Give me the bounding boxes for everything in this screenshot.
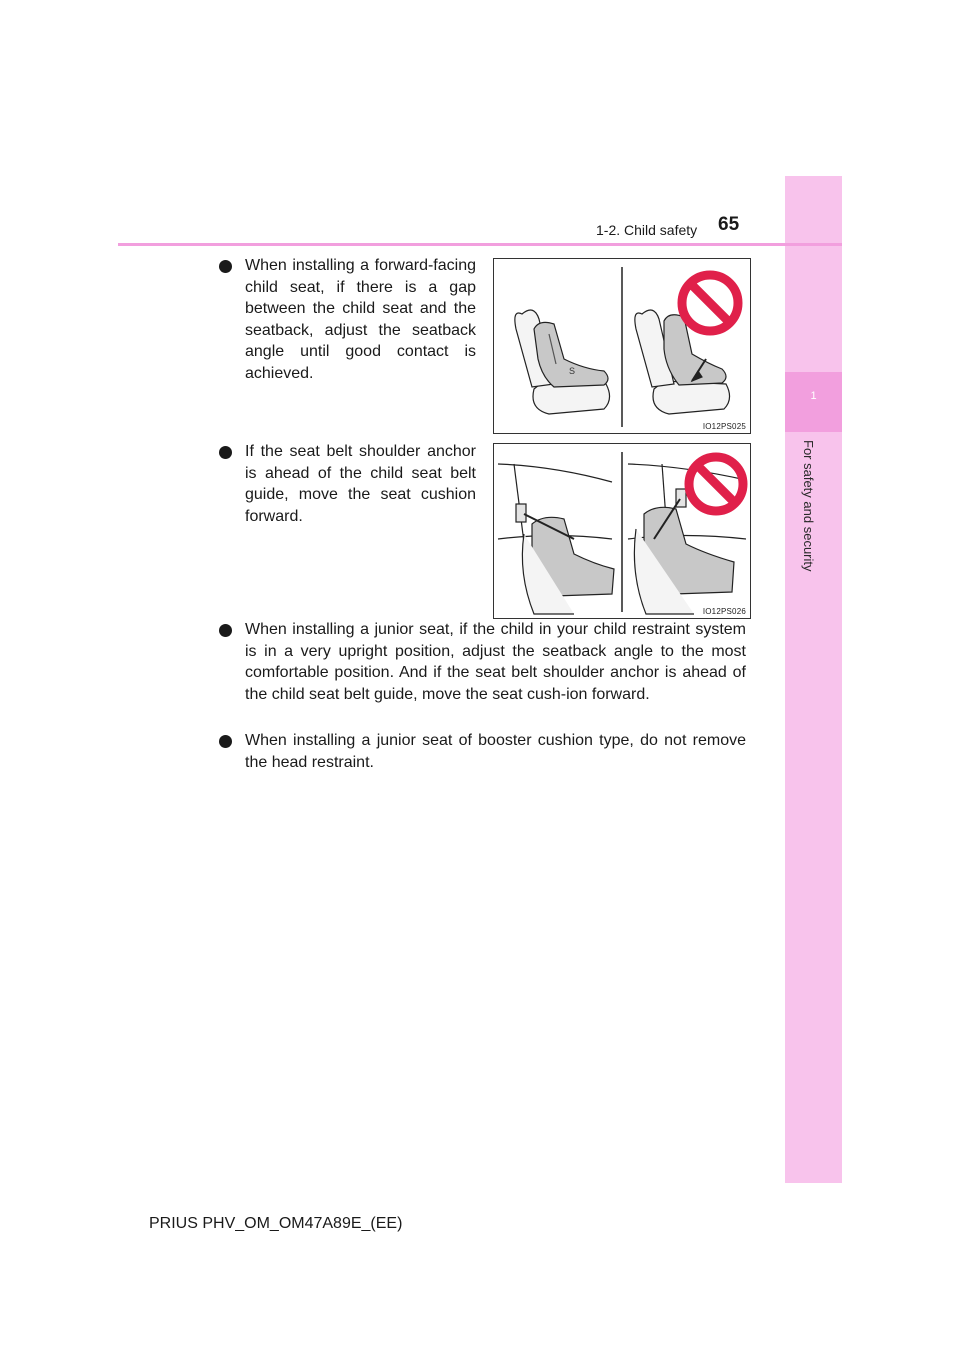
figure-code: IO12PS025: [702, 422, 746, 431]
figure-seatback-gap: [493, 258, 751, 434]
car-interior-illustration: [494, 444, 750, 618]
header-rule: [118, 243, 842, 246]
bullet-item: [219, 255, 476, 385]
chapter-number: 1: [810, 390, 817, 402]
chapter-title-container: [800, 440, 822, 600]
figure-shoulder-anchor: [493, 443, 751, 619]
bullet-item: [219, 441, 476, 527]
seat-illustration: [494, 259, 750, 433]
figure-code: IO12PS026: [702, 607, 746, 616]
bullet-text: If the seat belt shoulder anchor is ahead of the child seat belt guide, move the seat cushion forward.: [245, 443, 476, 525]
seat-cushion-right: [653, 381, 730, 414]
bullet-text: When installing a junior seat of booster cushion type, do not remove the head restraint.: [245, 732, 746, 771]
svg-text:S: S: [569, 366, 576, 376]
bullet-dot-icon: [219, 624, 232, 637]
section-title: 1-2. Child safety: [596, 222, 698, 238]
child-seat-left: [534, 322, 608, 387]
bullet-text: When installing a junior seat, if the child in your child restraint system is in a very upright position, adjust the seatback angle to the most comfortable position. And if the seat belt shoulder anchor is ahead of the child seat belt guide, move the seat cush-ion forward.: [245, 621, 746, 703]
chapter-tab-active: [785, 372, 842, 432]
chapter-title: For safety and security: [801, 440, 816, 572]
bullet-dot-icon: [219, 260, 232, 273]
chapter-tab-strip: [785, 176, 842, 1183]
bullet-dot-icon: [219, 735, 232, 748]
manual-id: PRIUS PHV_OM_OM47A89E_(EE): [149, 1215, 403, 1232]
prohibited-icon: [689, 457, 743, 511]
page-number: 65: [718, 214, 740, 235]
bullet-item: [219, 619, 746, 705]
bullet-item: [219, 730, 746, 773]
bullet-text: When installing a forward-facing child seat, if there is a gap between the child seat and the seatback, adjust the seatback angle until good contact is achieved.: [245, 257, 476, 382]
bullet-dot-icon: [219, 446, 232, 459]
prohibited-icon: [682, 275, 738, 331]
